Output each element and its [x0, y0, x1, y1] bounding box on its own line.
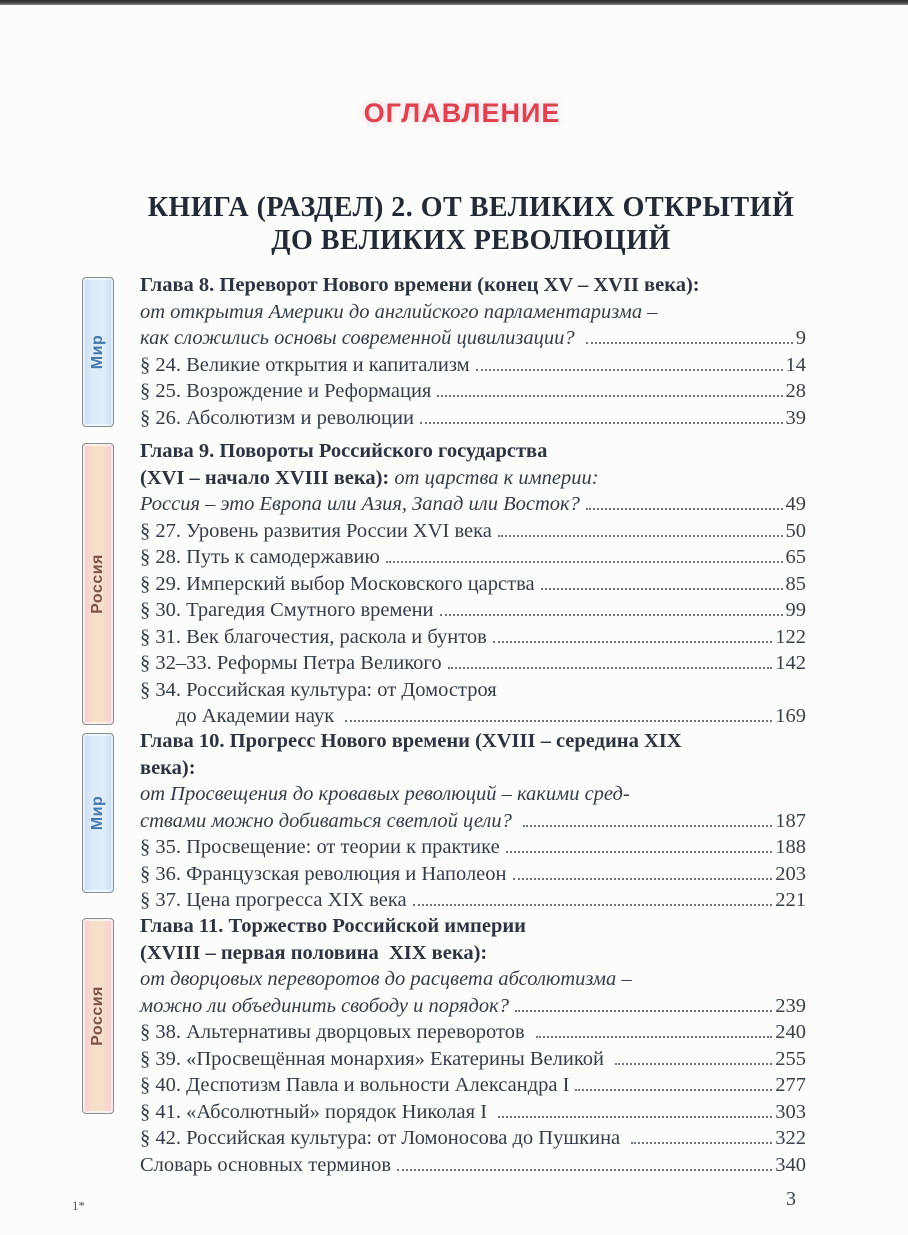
toc-entry-text: § 27. Уровень развития России XVI века: [140, 519, 492, 542]
region-tab-russia: [82, 443, 114, 725]
dotted-leader: [448, 667, 773, 669]
toc-page-number: 255: [775, 1047, 806, 1070]
toc-entry: [140, 887, 806, 914]
toc-entry: [140, 993, 806, 1020]
toc-entry-text: Глава 11. Торжество Российской империи: [140, 915, 526, 937]
toc-page-number: 14: [785, 353, 806, 376]
toc-entry-text: § 38. Альтернативы дворцовых переворотов: [140, 1021, 530, 1043]
toc-entry-text: Глава 10. Прогресс Нового времени (XVIII – середина XIX: [140, 730, 682, 752]
toc-section-chapter-9: [82, 438, 806, 730]
dotted-leader: [345, 720, 772, 722]
toc-page-number: 65: [785, 546, 806, 568]
toc-entry-text: § 31. Век благочестия, раскола и бунтов: [140, 625, 487, 648]
toc-entry: [140, 544, 806, 571]
dotted-leader: [506, 851, 773, 853]
book-title: [0, 191, 908, 257]
scan-top-edge: [0, 0, 908, 5]
toc-entry-text: Глава 9. Повороты Российского государства: [140, 440, 548, 462]
toc-entry: [140, 624, 806, 651]
toc-section-chapter-10: [82, 728, 806, 914]
dotted-leader: [513, 878, 773, 880]
dotted-leader: [575, 1089, 772, 1091]
toc-entry-text: (XVI – начало XVIII века):: [140, 466, 395, 489]
toc-entry: [140, 597, 806, 624]
toc-entry-text: века):: [140, 756, 196, 779]
toc-entry-text: § 35. Просвещение: от теории к практике: [140, 836, 500, 858]
toc-entry: [140, 571, 806, 598]
toc-entry: [140, 518, 806, 545]
region-tab-world: [82, 277, 114, 427]
toc-page-number: 188: [775, 836, 806, 858]
toc-section-chapter-11: [82, 913, 806, 1178]
dotted-leader: [541, 588, 783, 590]
toc-entry-text: от Просвещения до кровавых революций – какими сред-: [140, 783, 630, 805]
toc-entry-text: от царства к империи:: [394, 466, 599, 489]
toc-entry-text: § 39. «Просвещённая монархия» Екатерины Великой: [140, 1047, 610, 1070]
dotted-leader: [615, 1063, 772, 1065]
toc-section-chapter-8: [82, 272, 806, 431]
toc-entry: [140, 378, 806, 405]
toc-page-number: 240: [775, 1021, 806, 1043]
toc-entry-text: § 25. Возрождение и Реформация: [140, 380, 432, 402]
toc-entry-text: § 37. Цена прогресса XIX века: [140, 889, 407, 911]
toc-entry: [140, 677, 806, 704]
dotted-leader: [437, 395, 782, 397]
toc-entry-text: § 30. Трагедия Смутного времени: [140, 599, 434, 621]
dotted-leader: [586, 508, 783, 510]
toc-entry-text: Глава 8. Переворот Нового времени (конец XV – XVII века):: [140, 274, 700, 296]
dotted-leader: [493, 641, 772, 643]
toc-entry: [140, 438, 806, 465]
toc-page-number: 9: [795, 327, 806, 349]
toc-entry-text: § 24. Великие открытия и капитализм: [140, 353, 470, 376]
dotted-leader: [413, 904, 773, 906]
toc-entry-text: до Академии наук: [176, 705, 340, 727]
dotted-leader: [523, 825, 772, 827]
toc-entry: [140, 491, 806, 518]
toc-entry: [140, 272, 806, 299]
toc-entry-text: § 32–33. Реформы Петра Великого: [140, 652, 442, 674]
toc-section-lines: [140, 728, 806, 914]
toc-page-number: 221: [775, 889, 806, 911]
toc-entry-text: § 36. Французская революция и Наполеон: [140, 862, 507, 885]
toc-entry: [140, 913, 806, 940]
toc-entry: [140, 808, 806, 835]
toc-page-number: 142: [775, 652, 806, 674]
dotted-leader: [386, 561, 783, 563]
toc-page-number: 169: [775, 705, 806, 727]
toc-page-number: 85: [785, 572, 806, 595]
toc-entry: [140, 966, 806, 993]
toc-entry: [140, 1099, 806, 1126]
dotted-leader: [498, 535, 783, 537]
toc-entry-text: от дворцовых переворотов до расцвета абсолютизма –: [140, 968, 632, 990]
page-number: 3: [786, 1188, 796, 1210]
toc-entry-text: можно ли объединить свободу и порядок?: [140, 994, 509, 1017]
region-tab-label: Россия: [89, 554, 106, 614]
toc-entry: [140, 728, 806, 755]
dotted-leader: [536, 1036, 772, 1038]
toc-entry: [140, 834, 806, 861]
toc-entry-text: (XVIII – первая половина XIX века):: [140, 941, 488, 964]
toc-entry-text: ствами можно добиваться светлой цели?: [140, 809, 517, 832]
region-tab-russia: [82, 918, 114, 1114]
toc-entry: [140, 325, 806, 352]
toc-page-number: 187: [775, 809, 806, 832]
toc-entry: [140, 1125, 806, 1152]
toc-page-number: 49: [785, 493, 806, 515]
toc-entry: [140, 465, 806, 492]
toc-entry: [140, 299, 806, 326]
toc-page-number: 203: [775, 862, 806, 885]
toc-entry: [140, 861, 806, 888]
toc-entry: [140, 703, 806, 730]
dotted-leader: [631, 1142, 772, 1144]
toc-entry-text: § 34. Российская культура: от Домостроя: [140, 678, 497, 701]
region-tab-label: Россия: [89, 986, 106, 1046]
toc-entry: [140, 405, 806, 432]
toc-entry: [140, 755, 806, 782]
toc-entry-text: от открытия Америки до английского парламентаризма –: [140, 300, 658, 323]
toc-section-lines: [140, 913, 806, 1178]
toc-page-number: 340: [775, 1153, 806, 1176]
toc-section-lines: [140, 438, 806, 730]
book-title-line2: ДО ВЕЛИКИХ РЕВОЛЮЦИЙ: [271, 225, 671, 256]
toc-entry-text: § 40. Деспотизм Павла и вольности Александра I: [140, 1074, 570, 1096]
toc-section-lines: [140, 272, 806, 431]
toc-page-number: 239: [775, 994, 806, 1017]
toc-entry: [140, 352, 806, 379]
region-tab-label: Мир: [89, 795, 106, 831]
toc-entry: [140, 1152, 806, 1179]
toc-entry-text: Словарь основных терминов: [140, 1153, 392, 1176]
toc-page-number: 99: [785, 599, 806, 621]
toc-entry: [140, 940, 806, 967]
book-title-line1: КНИГА (РАЗДЕЛ) 2. ОТ ВЕЛИКИХ ОТКРЫТИЙ: [147, 192, 795, 223]
dotted-leader: [498, 1116, 772, 1118]
toc-title: ОГЛАВЛЕНИЕ: [363, 98, 561, 128]
toc-entry: [140, 1019, 806, 1046]
toc-entry: [140, 781, 806, 808]
toc-page-number: 122: [775, 625, 806, 648]
toc-page-number: 277: [775, 1074, 806, 1096]
toc-entry-text: § 28. Путь к самодержавию: [140, 546, 380, 568]
dotted-leader: [476, 369, 783, 371]
dotted-leader: [397, 1169, 772, 1171]
dotted-leader: [515, 1010, 772, 1012]
toc-page-number: 39: [785, 406, 806, 429]
dotted-leader: [440, 614, 783, 616]
toc-entry-text: Россия – это Европа или Азия, Запад или Восток?: [140, 493, 580, 515]
dotted-leader: [420, 422, 783, 424]
toc-entry: [140, 1046, 806, 1073]
toc-page-number: 322: [775, 1127, 806, 1149]
toc-entry-text: как сложились основы современной цивилизации?: [140, 327, 580, 349]
toc-entry-text: § 41. «Абсолютный» порядок Николая I: [140, 1100, 493, 1123]
toc-entry-text: § 26. Абсолютизм и революции: [140, 406, 414, 429]
toc-entry: [140, 1072, 806, 1099]
toc-page-number: 50: [785, 519, 806, 542]
toc-entry-text: § 29. Имперский выбор Московского царства: [140, 572, 535, 595]
toc-entry: [140, 650, 806, 677]
region-tab-label: Мир: [89, 334, 106, 370]
toc-page-number: 303: [775, 1100, 806, 1123]
footer-signature-mark: 1*: [72, 1198, 85, 1213]
toc-entry-text: § 42. Российская культура: от Ломоносова до Пушкина: [140, 1127, 626, 1149]
region-tab-world: [82, 733, 114, 893]
dotted-leader: [586, 342, 793, 344]
toc-page-number: 28: [785, 380, 806, 402]
